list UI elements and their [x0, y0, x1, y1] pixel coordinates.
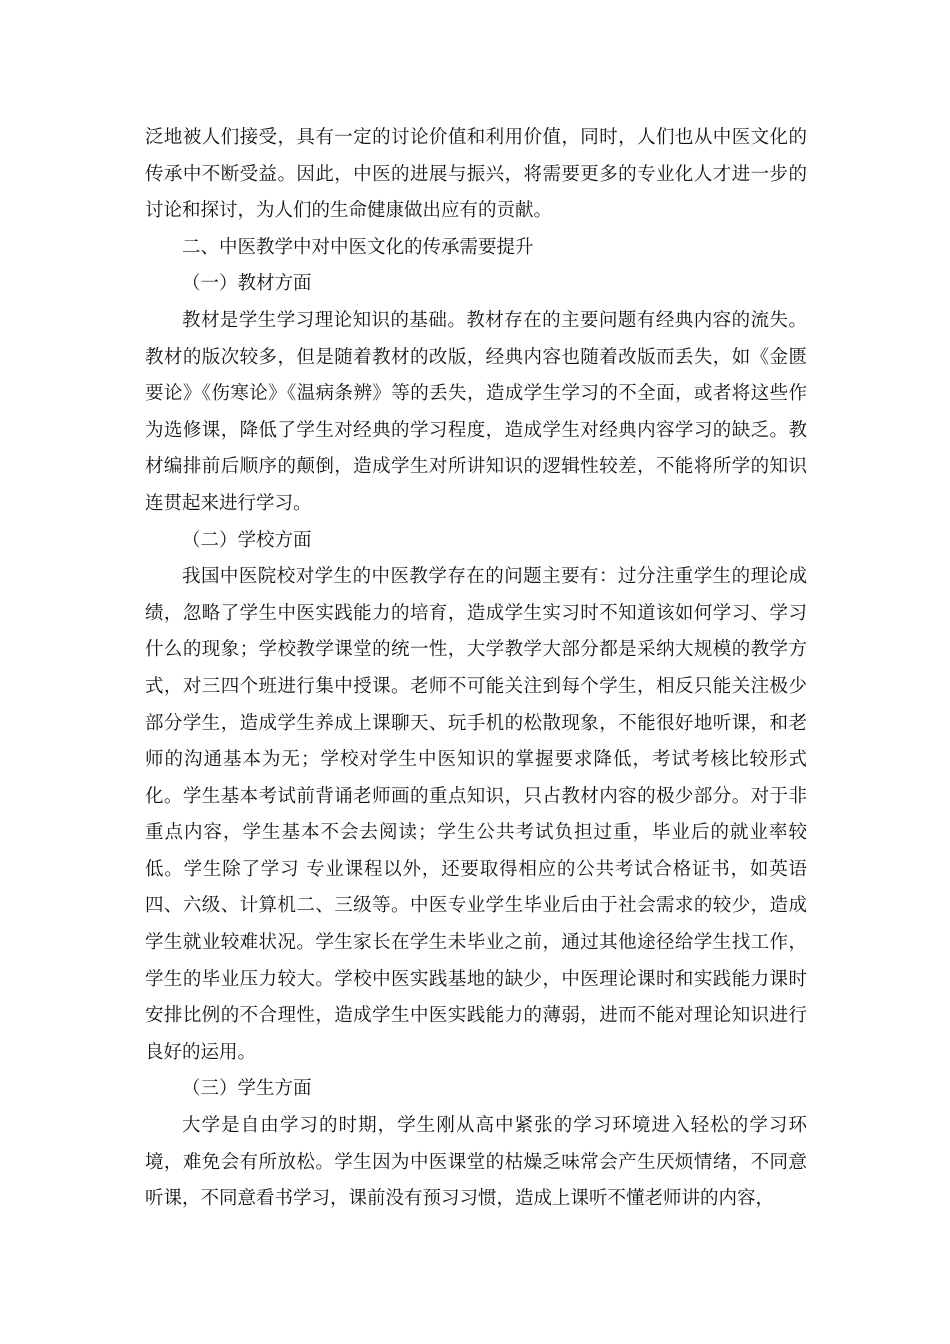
section-heading-two: 二、中医教学中对中医文化的传承需要提升	[182, 236, 534, 258]
paragraph-schools: 我国中医院校对学生的中医教学存在的问题主要有：过分注重学生的理论成绩，忽略了学生中医实践能力的培育，造成学生实习时不知道该如何学习、学习什么的现象；学校教学课堂的统一性，大学教学大部分都是采纳大规模的教学方式，对三四个班进行集中授课。老师不可能关注到每个学生，相反只能关注极少部分学生，造成学生养成上课聊天、玩手机的松散现象，不能很好地听课，和老师的沟通基本为无；学校对学生中医知识的掌握要求降低，考试考核比较形式化。学生基本考试前背诵老师画的重点知识，只占教材内容的极少部分。对于非重点内容，学生基本不会去阅读；学生公共考试负担过重，毕业后的就业率较低。学生除了学习 专业课程以外，还要取得相应的公共考试合格证书，如英语四、六级、计算机二、三级等。中医专业学生毕业后由于社会需求的较少，造成学生就业较难状况。学生家长在学生未毕业之前，通过其他途径给学生找工作，学生的毕业压力较大。学校中医实践基地的缺少，中医理论课时和实践能力课时安排比例的不合理性，造成学生中医实践能力的薄弱，进而不能对理论知识进行良好的运用。	[145, 566, 807, 1063]
document-body	[145, 120, 807, 1218]
paragraph-textbooks: 教材是学生学习理论知识的基础。教材存在的主要问题有经典内容的流失。教材的版次较多，但是随着教材的改版，经典内容也随着改版而丢失，如《金匮要论》《伤寒论》《温病条辨》等的丢失，造成学生学习的不全面，或者将这些作为选修课，降低了学生对经典的学习程度，造成学生对经典内容学习的缺乏。教材编排前后顺序的颠倒，造成学生对所讲知识的逻辑性较差，不能将所学的知识连贯起来进行学习。	[145, 309, 807, 514]
subsection-heading-students: （三）学生方面	[182, 1078, 312, 1100]
paragraph-intro-continuation: 泛地被人们接受，具有一定的讨论价值和利用价值，同时，人们也从中医文化的传承中不断受益。因此，中医的进展与振兴，将需要更多的专业化人才进一步的讨论和探讨，为人们的生命健康做出应有的贡献。	[145, 127, 807, 222]
subsection-heading-textbooks: （一）教材方面	[182, 273, 312, 295]
paragraph-students: 大学是自由学习的时期，学生刚从高中紧张的学习环境进入轻松的学习环境，难免会有所放松。学生因为中医课堂的枯燥乏味常会产生厌烦情绪，不同意听课，不同意看书学习，课前没有预习习惯，造成上课听不懂老师讲的内容，	[145, 1115, 807, 1210]
subsection-heading-schools: （二）学校方面	[182, 529, 312, 551]
